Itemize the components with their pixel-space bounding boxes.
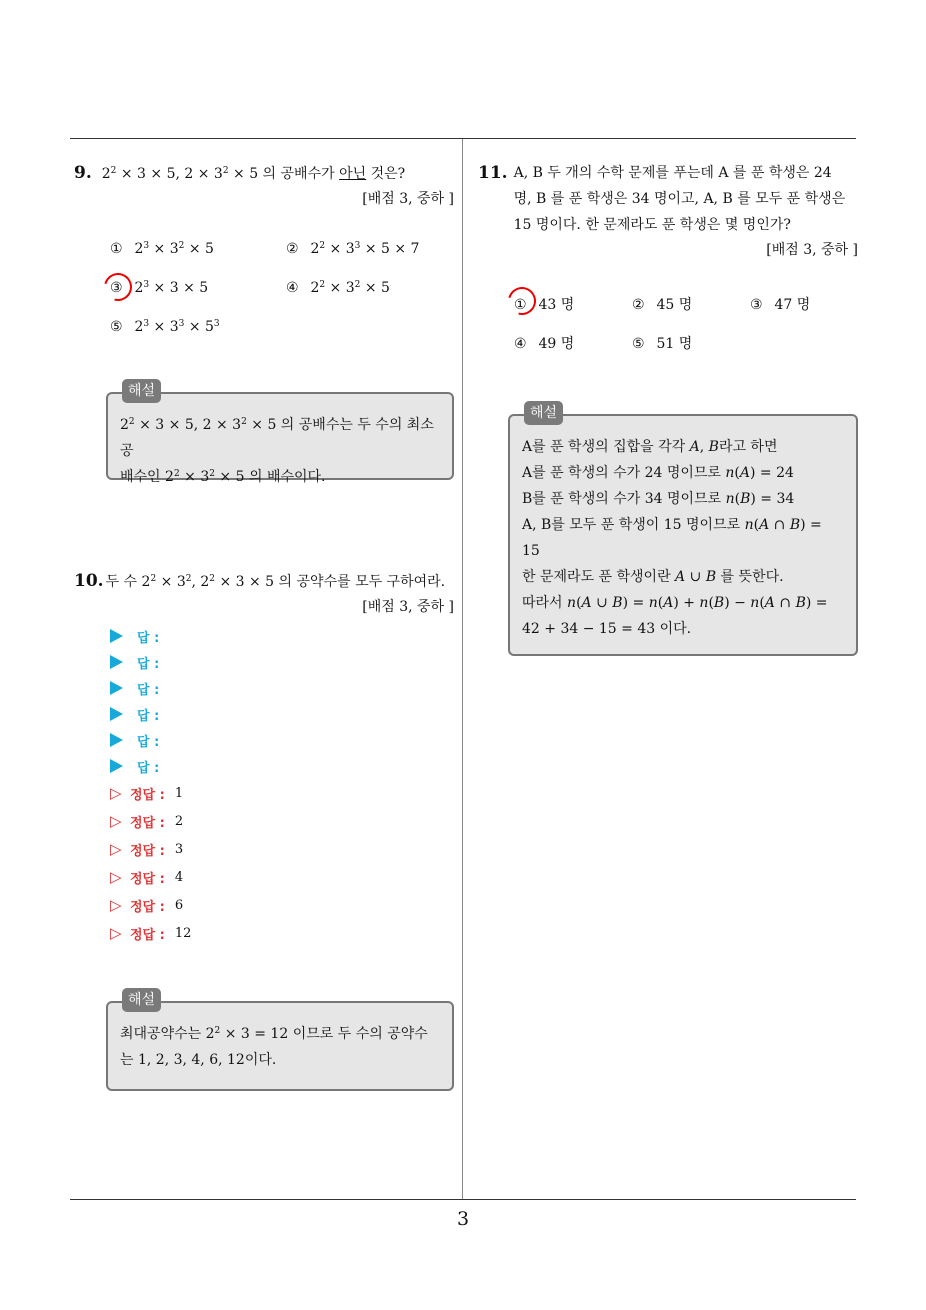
- question-9: [74, 160, 454, 485]
- q11-meta: [배점 3, 중하 ]: [766, 242, 858, 258]
- q9-expr: $2^2 \times 3 \times 5$, $2 \times 3^2 \times 5$: [101, 166, 259, 182]
- play-triangle-icon: [110, 759, 123, 773]
- q9-choices: [110, 229, 454, 346]
- correct-answer: ▷ 정답 : 12: [110, 924, 192, 943]
- play-triangle-icon: [110, 733, 123, 747]
- outline-triangle-icon: ▷: [110, 868, 122, 886]
- play-triangle-icon: [110, 681, 123, 695]
- q11-choice-1[interactable]: ① 43 명: [514, 294, 632, 314]
- q11-choice-2[interactable]: ② 45 명: [632, 296, 693, 313]
- selected-answer-mark: [503, 281, 541, 319]
- q11-choice-4[interactable]: ④ 49 명: [514, 335, 575, 352]
- column-divider: [462, 139, 463, 1199]
- header-rule: [70, 138, 856, 139]
- correct-answer: ▷ 정답 : 1: [110, 784, 184, 803]
- answer-slot[interactable]: 답 :: [110, 675, 454, 701]
- q11-stem: 11. A, B 두 개의 수학 문제를 푸는데 A 를 푼 학생은 24 명, B 를 푼 학생은 34 명이고, A, B 를 모두 푼 학생은 15 명이다. 한 문제라도 푼 학생은 몇 명인가?: [478, 160, 858, 238]
- q9-choice-2[interactable]: ② $2^2 \times 3^3 \times 5 \times 7$: [286, 240, 420, 257]
- question-10: [74, 568, 454, 1091]
- outline-triangle-icon: ▷: [110, 784, 122, 802]
- answer-slot[interactable]: 답 :: [110, 649, 454, 675]
- q10-explanation-box: 해설 최대공약수는 $2^2 \times 3 = 12$ 이므로 두 수의 공약수 는 1, 2, 3, 4, 6, 12이다.: [106, 1001, 454, 1091]
- q9-choice-4[interactable]: ④ $2^2 \times 3^2 \times 5$: [286, 279, 390, 296]
- q10-meta: [배점 3, 중하 ]: [362, 599, 454, 615]
- answer-slot[interactable]: 답 :: [110, 623, 454, 649]
- q9-underlined: 아닌: [339, 166, 367, 182]
- q10-number: 10.: [74, 571, 104, 591]
- play-triangle-icon: [110, 629, 123, 643]
- q10-stem: 10. 두 수 $2^2 \times 3^2$, $2^2 \times 3 \times 5$ 의 공약수를 모두 구하여라.: [74, 571, 446, 591]
- q9-stem: 9. $2^2 \times 3 \times 5$, $2 \times 3^2 \times 5$ 의 공배수가 아닌 것은?: [74, 163, 406, 183]
- correct-answer: ▷ 정답 : 6: [110, 896, 184, 915]
- explanation-tag: 해설: [524, 401, 563, 425]
- answer-slot[interactable]: 답 :: [110, 727, 454, 753]
- q11-choice-3[interactable]: ③ 47 명: [750, 296, 811, 313]
- outline-triangle-icon: ▷: [110, 896, 122, 914]
- question-11: [478, 160, 858, 656]
- footer-rule: [70, 1199, 856, 1200]
- answer-slot[interactable]: 답 :: [110, 701, 454, 727]
- play-triangle-icon: [110, 655, 123, 669]
- q11-choices: [514, 284, 858, 362]
- outline-triangle-icon: ▷: [110, 840, 122, 858]
- left-column: [74, 160, 454, 1068]
- explanation-tag: 해설: [122, 988, 161, 1012]
- play-triangle-icon: [110, 707, 123, 721]
- page-number: 3: [456, 1208, 470, 1230]
- correct-answer: ▷ 정답 : 3: [110, 840, 184, 859]
- q10-answer-list: [110, 623, 454, 947]
- correct-answer: ▷ 정답 : 4: [110, 868, 184, 887]
- q9-meta: [배점 3, 중하 ]: [362, 191, 454, 207]
- q11-explanation-box: 해설 A를 푼 학생의 집합을 각각 A, B라고 하면 A를 푼 학생의 수가 24 명이므로 n(A) = 24 B를 푼 학생의 수가 34 명이므로 n(B) = 34 A, B를 모두 푼 학생이 15 명이므로 n(A ∩ B) = 15 한 문제라도 푼 학생이란 A ∪ B 를 뜻한다. 따라서 n(A ∪ B) = n(A) + n(B) − n(A ∩ B) = 42 + 34 − 15 = 43 이다.: [508, 414, 858, 656]
- q11-number: 11.: [478, 163, 508, 183]
- q9-choice-3[interactable]: ③ $2^3 \times 3 \times 5$: [110, 280, 286, 296]
- outline-triangle-icon: ▷: [110, 924, 122, 942]
- q11-choice-5[interactable]: ⑤ 51 명: [632, 335, 693, 352]
- right-column: [478, 160, 858, 656]
- answer-slot[interactable]: 답 :: [110, 753, 454, 779]
- q9-choice-5[interactable]: ⑤ $2^3 \times 3^3 \times 5^3$: [110, 318, 220, 335]
- selected-answer-mark: [99, 267, 137, 305]
- explanation-tag: 해설: [122, 379, 161, 403]
- q9-number: 9.: [74, 163, 92, 183]
- outline-triangle-icon: ▷: [110, 812, 122, 830]
- q9-explanation-box: 해설 $2^2 \times 3 \times 5$, $2 \times 3^2 \times 5$ 의 공배수는 두 수의 최소공 배수인 $2^2 \times 3^2 \times 5$ 의 배수이다.: [106, 392, 454, 480]
- q9-choice-1[interactable]: ① $2^3 \times 3^2 \times 5$: [110, 240, 214, 257]
- correct-answer: ▷ 정답 : 2: [110, 812, 184, 831]
